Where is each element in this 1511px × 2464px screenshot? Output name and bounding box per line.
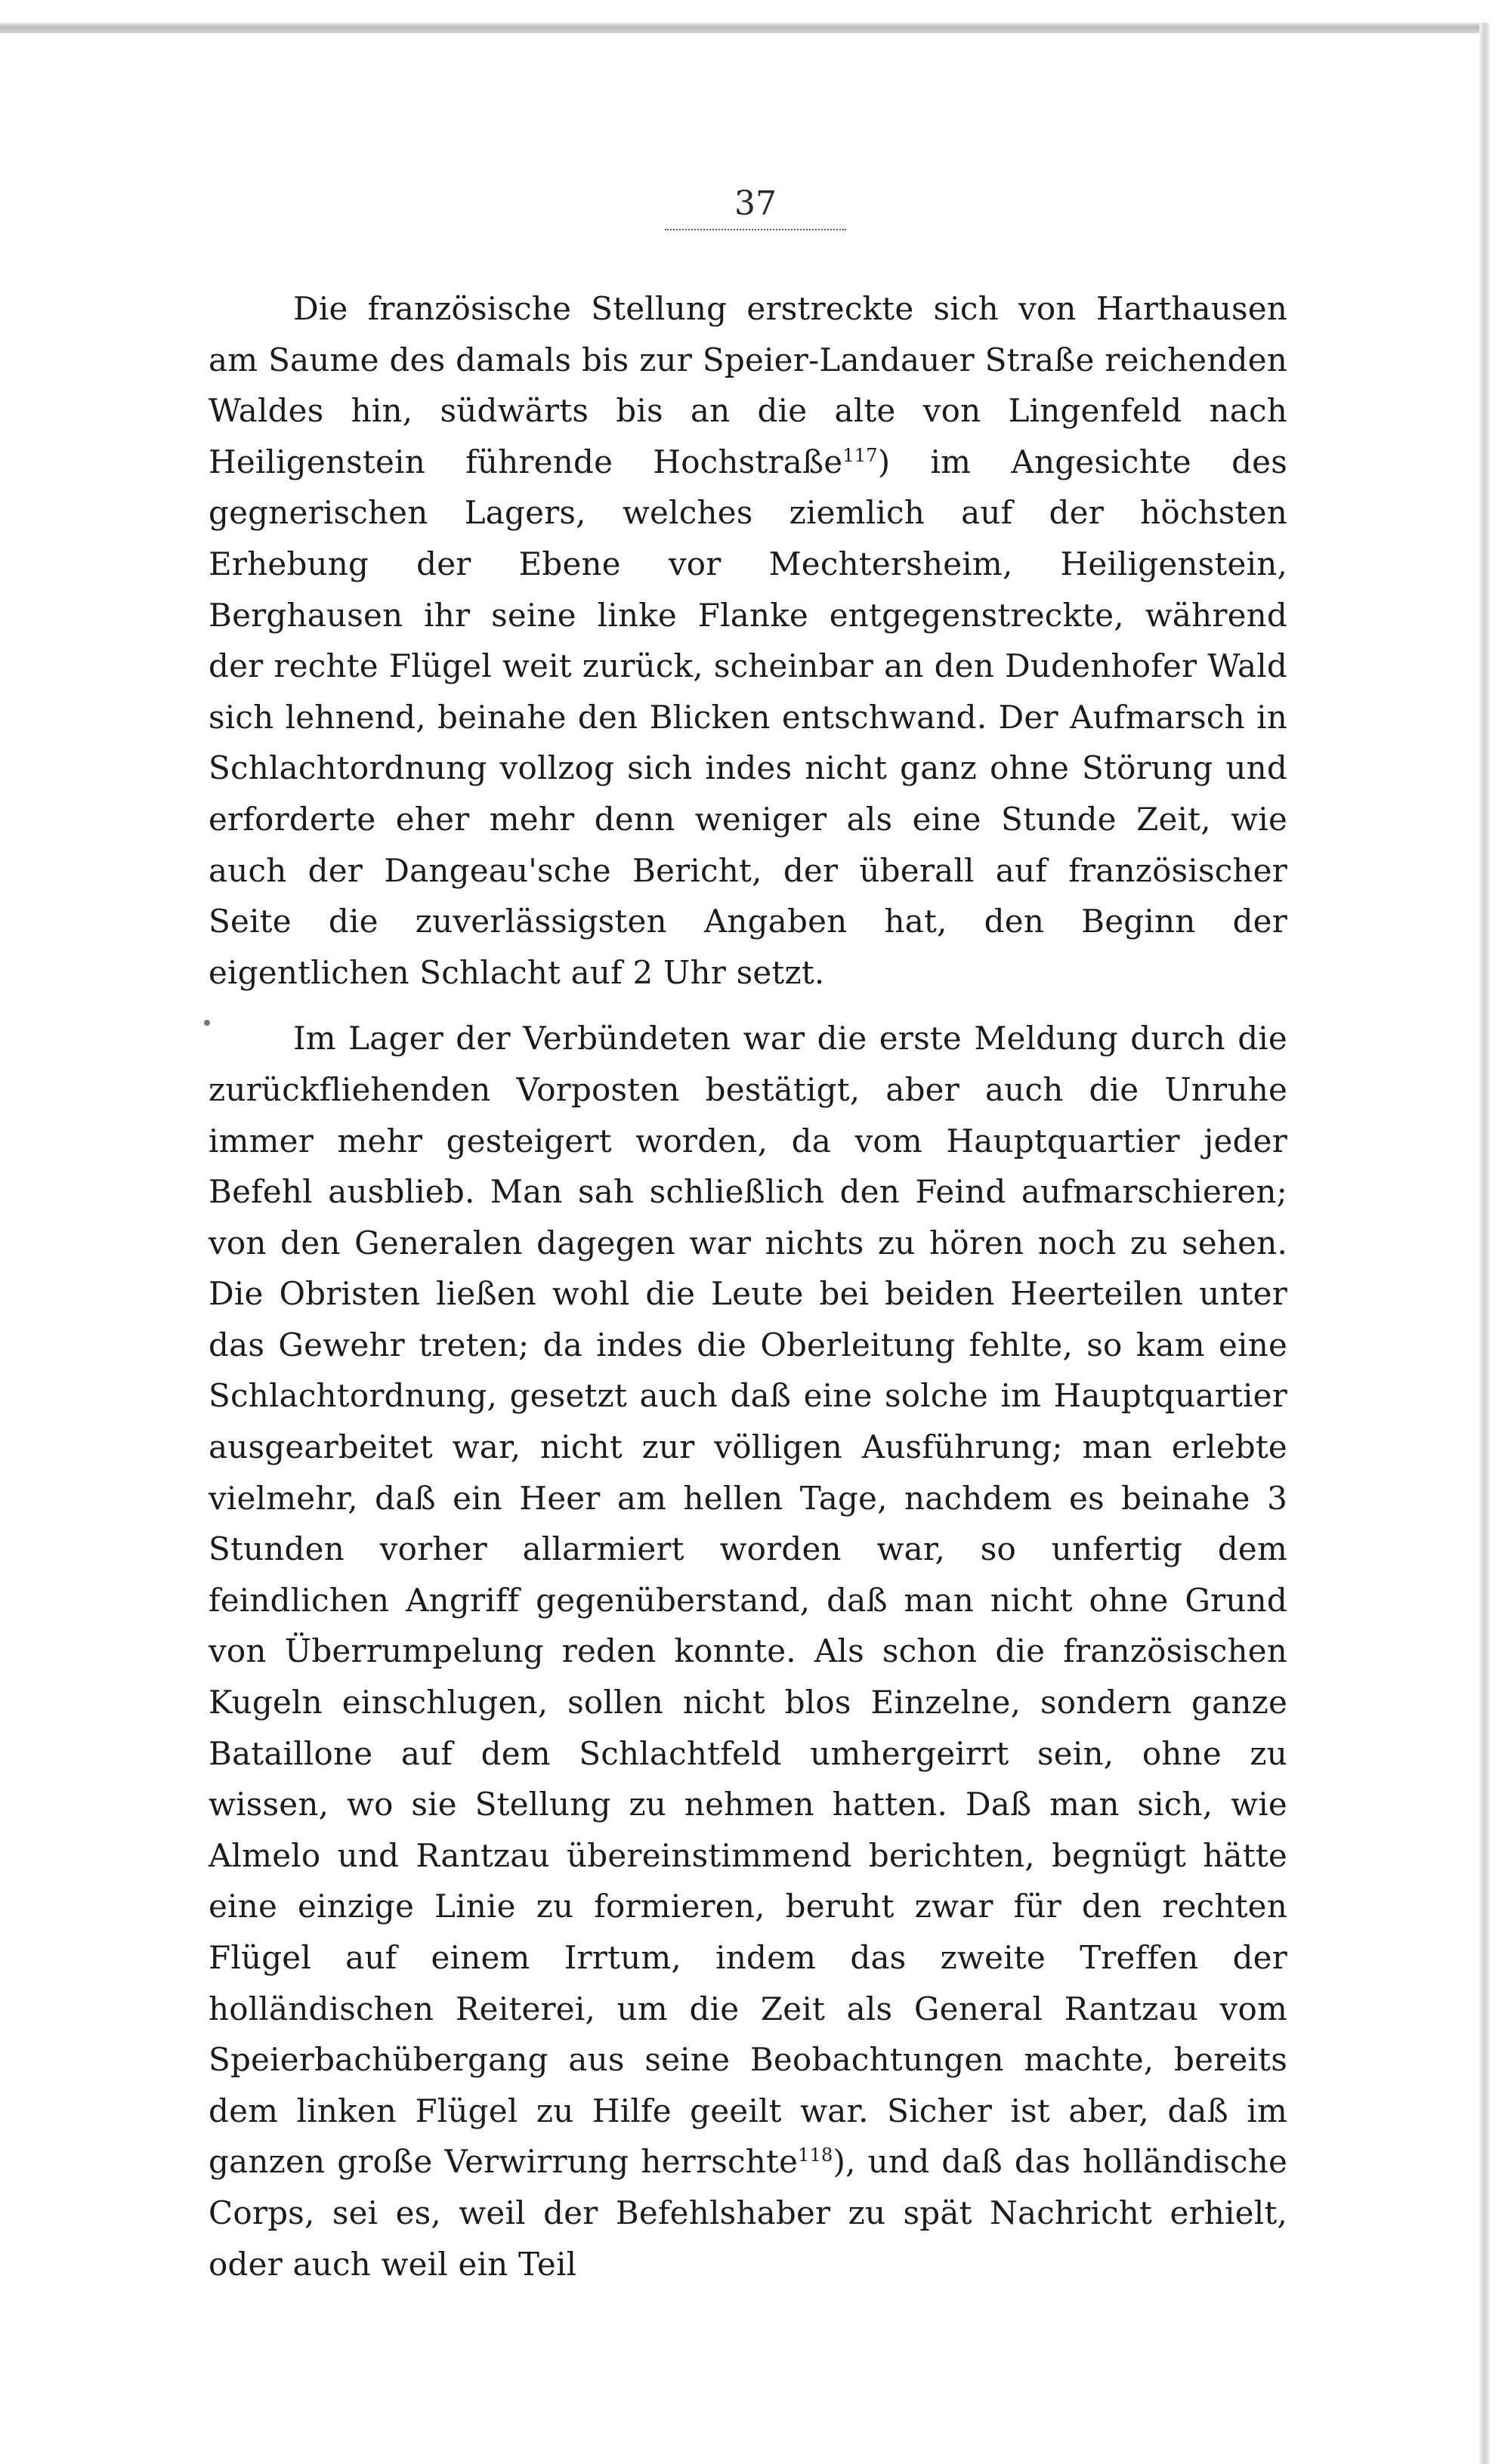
paragraph — [209, 283, 1287, 998]
header-ornament — [665, 229, 846, 233]
body-text — [209, 283, 1287, 2290]
footnote-ref: 117 — [842, 444, 878, 466]
text-run: ), und daß das holländische Corps, sei es, weil der Befehlshaber zu spät Nachricht erhielt, oder auch weil ein Teil — [209, 2143, 1288, 2283]
text-run: Die französische Stellung erstreckte sich von Harthausen am Saume des damals bis zur Speier-Landauer Straße reichenden Waldes hin, südwärts bis an die alte von Lingenfeld nach Heiligenstein führende Hochstraße — [209, 290, 1287, 480]
text-run: ) im Angesichte des gegnerischen Lagers, welches ziemlich auf der höchsten Erhebung der Ebene vor Mechtersheim, Heiligenstein, Berghausen ihr seine linke Flanke entgegenstreckte, während der rechte Flügel weit zurück, scheinbar an den Dudenhofer Wald sich lehnend, beinahe den Blicken entschwand. Der Aufmarsch in Schlachtordnung vollzog sich indes nicht ganz ohne Störung und erforderte eher mehr denn weniger als eine Stunde Zeit, wie auch der Dangeau'sche Bericht, der überall auf französischer Seite die zuverlässigsten Angaben hat, den Beginn der eigentlichen Schlacht auf 2 Uhr setzt. — [209, 443, 1287, 991]
text-run: Im Lager der Verbündeten war die erste Meldung durch die zurückfliehenden Vorposten bestätigt, aber auch die Unruhe immer mehr gesteigert worden, da vom Hauptquartier jeder Befehl ausblieb. Man sah schließlich den Feind aufmarschieren; von den Generalen dagegen war nichts zu hören noch zu sehen. Die Obristen ließen wohl die Leute bei beiden Heerteilen unter das Gewehr treten; da indes die Oberleitung fehlte, so kam eine Schlachtordnung, gesetzt auch daß eine solche im Hauptquartier ausgearbeitet war, nicht zur völligen Ausführung; man erlebte vielmehr, daß ein Heer am hellen Tage, nachdem es beinahe 3 Stunden vorher allarmiert worden war, so unfertig dem feindlichen Angriff gegenüberstand, daß man nicht ohne Grund von Überrumpelung reden konnte. Als schon die französischen Kugeln einschlugen, sollen nicht blos Einzelne, sondern ganze Bataillone auf dem Schlachtfeld umhergeirrt sein, ohne zu wissen, wo sie Stellung zu nehmen hatten. Daß man sich, wie Almelo und Rantzau übereinstimmend berichten, begnügt hätte eine einzige Linie zu formieren, beruht zwar für den rechten Flügel auf einem Irrtum, indem das zweite Treffen der holländischen Reiterei, um die Zeit als General Rantzau vom Speierbachübergang aus seine Beobachtungen machte, bereits dem linken Flügel zu Hilfe geeilt war. Sicher ist aber, daß im ganzen große Verwirrung herrschte — [209, 1020, 1287, 2181]
footnote-ref: 118 — [798, 2144, 833, 2166]
paragraph — [209, 1013, 1287, 2290]
page-number: 37 — [734, 184, 777, 223]
